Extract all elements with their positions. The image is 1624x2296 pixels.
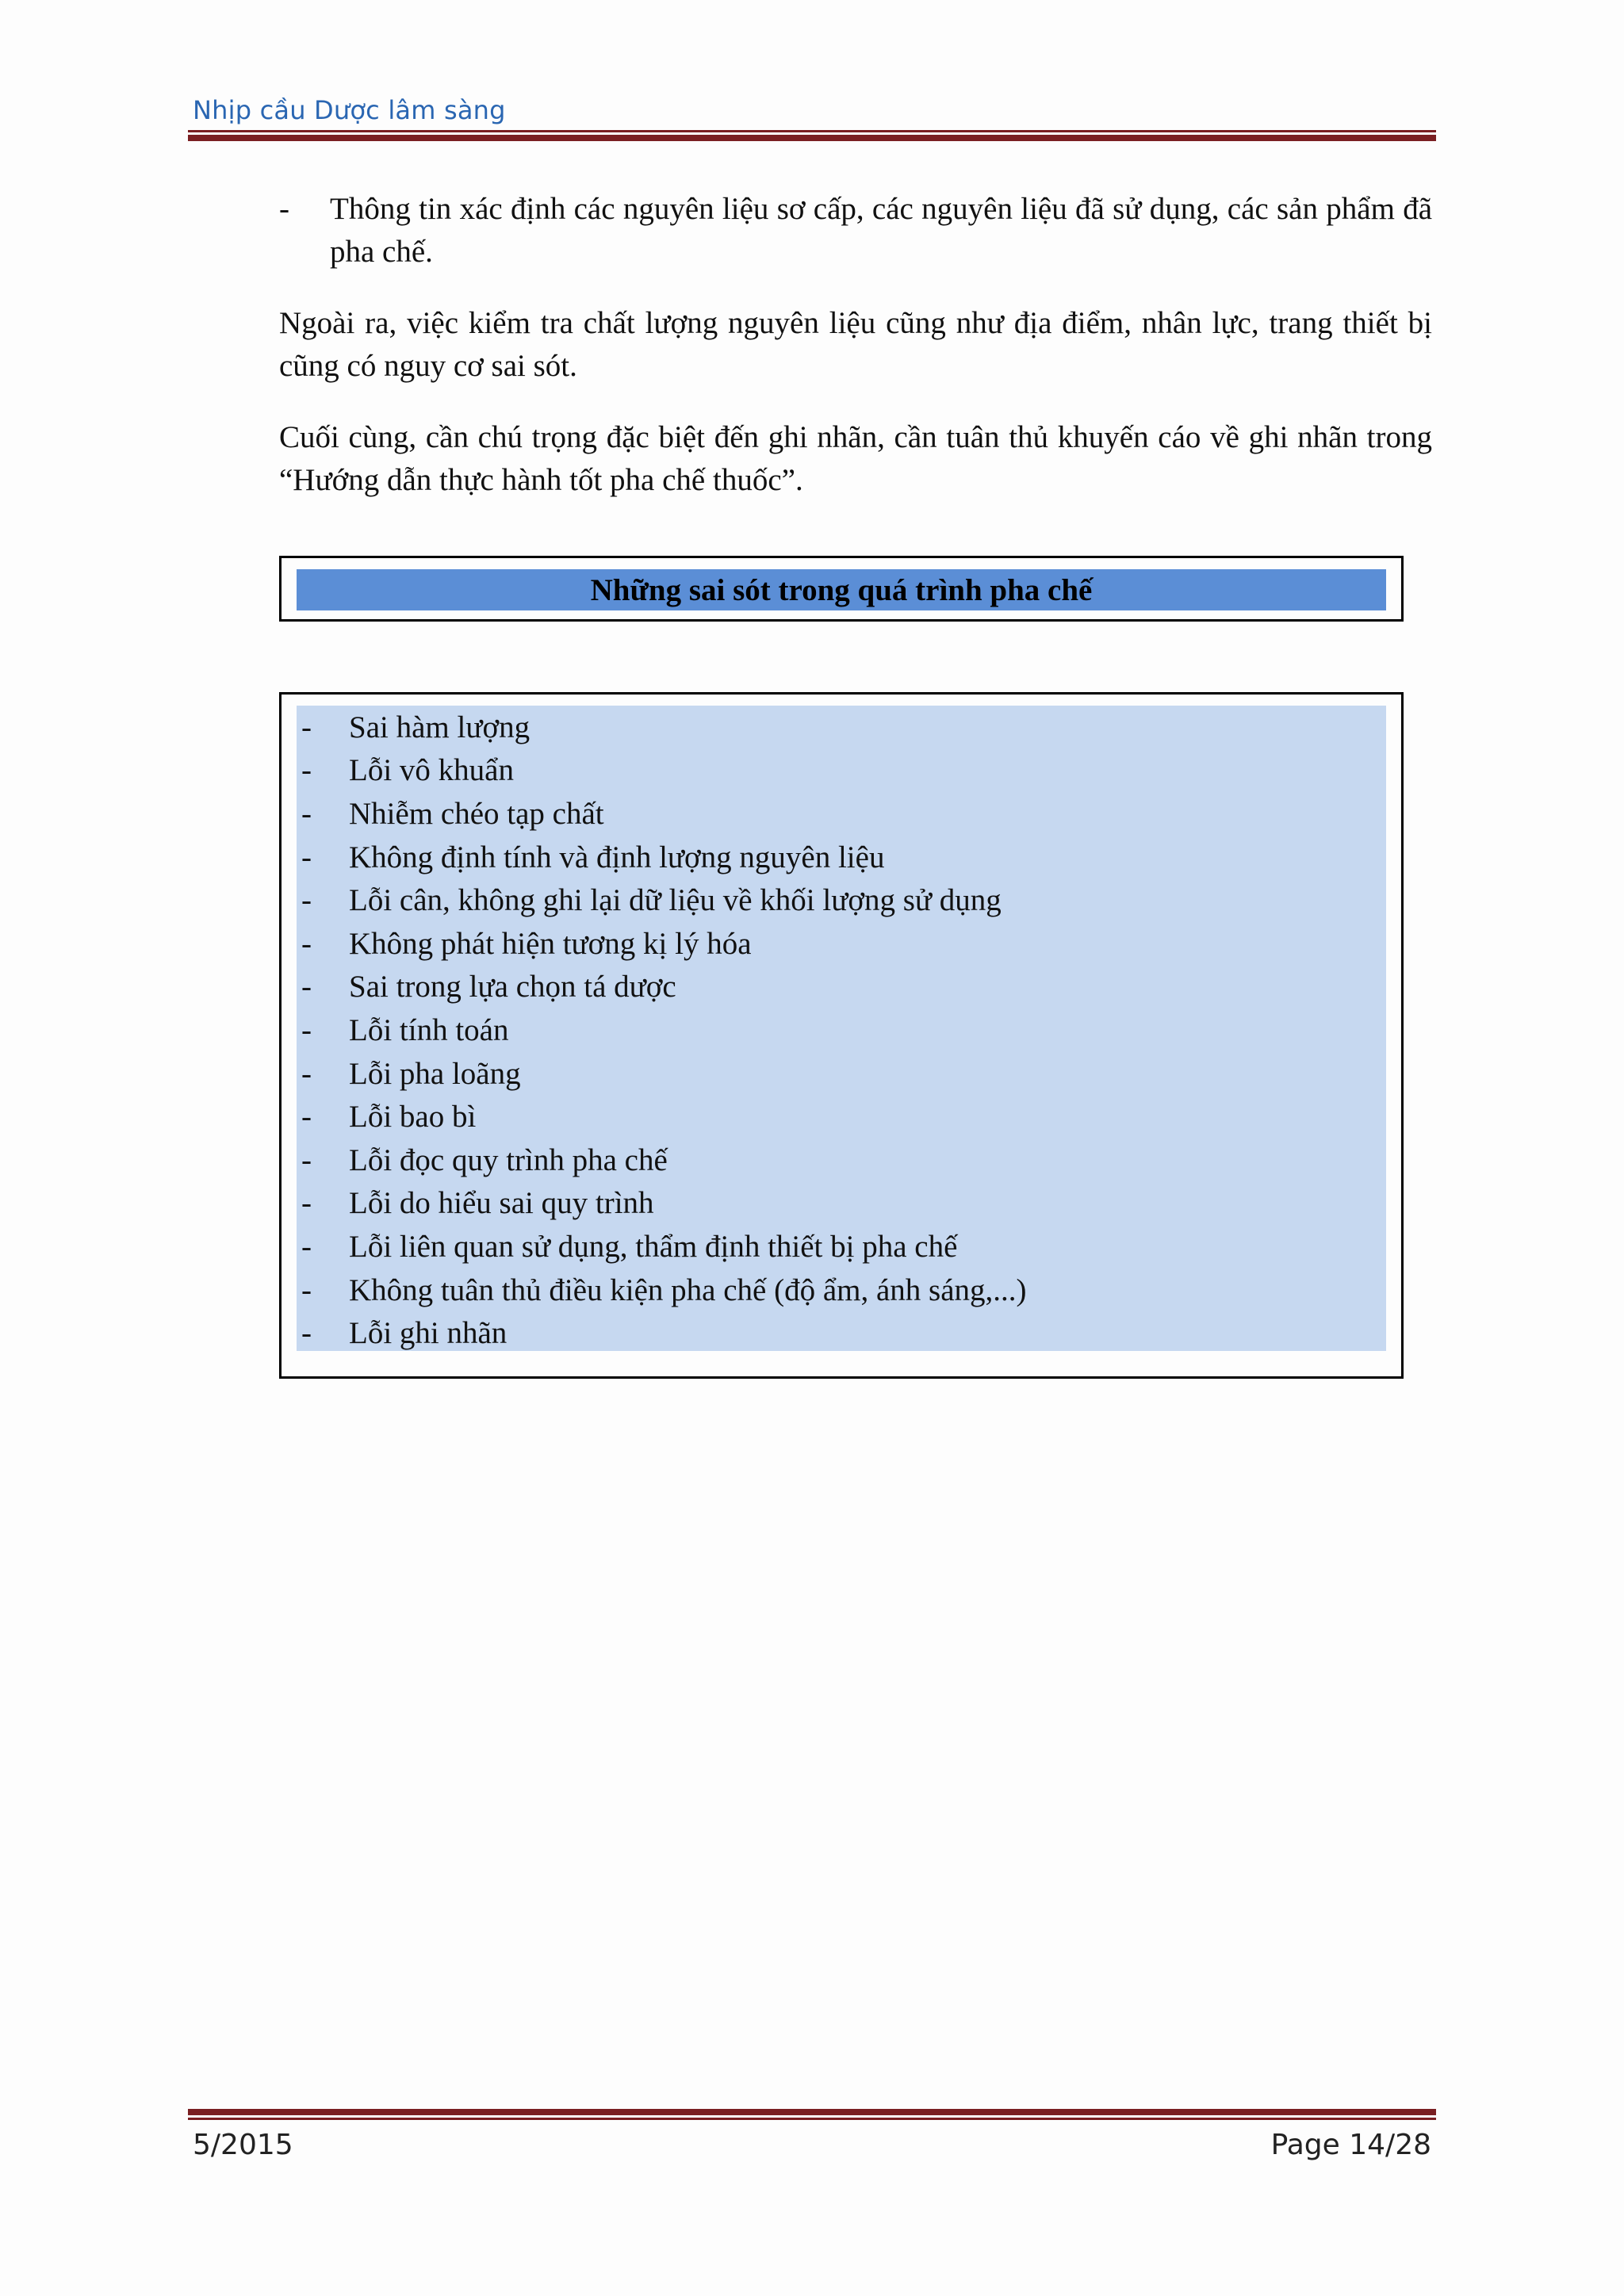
list-dash: - — [301, 796, 312, 831]
footer-date: 5/2015 — [193, 2129, 293, 2161]
list-item — [297, 1138, 1386, 1182]
paragraph-labeling: Cuối cùng, cần chú trọng đặc biệt đến ghi nhãn, cần tuân thủ khuyến cáo về ghi nhãn trong “Hướng dẫn thực hành tốt pha chế thuốc”. — [279, 420, 1432, 497]
error-list-box — [279, 692, 1404, 1379]
list-item — [297, 878, 1386, 922]
bullet-item — [279, 188, 1432, 274]
list-item-text: Nhiễm chéo tạp chất — [349, 796, 604, 831]
list-item — [297, 1052, 1386, 1096]
body-content — [279, 188, 1432, 530]
list-item-text: Lỗi vô khuẩn — [349, 753, 514, 788]
list-item-text: Sai trong lựa chọn tá dược — [349, 970, 676, 1004]
list-dash: - — [301, 926, 312, 961]
list-item — [297, 1008, 1386, 1052]
list-item — [297, 1095, 1386, 1138]
list-item-text: Không tuân thủ điều kiện pha chế (độ ẩm, ánh sáng,...) — [349, 1272, 1027, 1307]
list-item — [297, 706, 1386, 749]
list-item-text: Không phát hiện tương kị lý hóa — [349, 926, 752, 961]
bullet-text: Thông tin xác định các nguyên liệu sơ cấp, các nguyên liệu đã sử dụng, các sản phẩm đã pha chế. — [330, 192, 1432, 269]
list-dash: - — [301, 840, 312, 874]
header-rule-thick — [188, 135, 1436, 141]
list-item-text: Lỗi bao bì — [349, 1100, 477, 1135]
list-dash: - — [301, 1056, 312, 1091]
list-item — [297, 1225, 1386, 1269]
list-dash: - — [301, 1229, 312, 1264]
list-item — [297, 1311, 1386, 1355]
list-item-text: Không định tính và định lượng nguyên liệu — [349, 840, 885, 874]
list-item — [297, 749, 1386, 793]
footer-rule-thin — [188, 2118, 1436, 2120]
paragraph-quality-check: Ngoài ra, việc kiểm tra chất lượng nguyên liệu cũng như địa điểm, nhân lực, trang thiết bị cũng có nguy cơ sai sót. — [279, 306, 1432, 383]
list-dash: - — [301, 1100, 312, 1135]
footer-rule-thick — [188, 2109, 1436, 2115]
error-title: Những sai sót trong quá trình pha chế — [297, 569, 1386, 610]
list-dash: - — [301, 1316, 312, 1351]
list-item — [297, 922, 1386, 966]
list-item — [297, 1182, 1386, 1226]
error-list — [297, 706, 1386, 1351]
list-dash: - — [301, 1012, 312, 1047]
list-item-text: Lỗi cân, không ghi lại dữ liệu về khối lượng sử dụng — [349, 883, 1002, 918]
header-rule-thin — [188, 130, 1436, 132]
list-dash: - — [301, 883, 312, 918]
list-item-text: Lỗi liên quan sử dụng, thẩm định thiết bị pha chế — [349, 1229, 958, 1264]
list-item — [297, 836, 1386, 879]
list-dash: - — [301, 1186, 312, 1221]
list-item-text: Lỗi pha loãng — [349, 1056, 521, 1091]
list-item — [297, 1269, 1386, 1312]
error-title-box — [279, 556, 1404, 622]
list-dash: - — [301, 710, 312, 744]
list-item-text: Lỗi ghi nhãn — [349, 1316, 508, 1351]
list-item-text: Sai hàm lượng — [349, 710, 530, 744]
list-dash: - — [301, 1142, 312, 1177]
page-header-title: Nhịp cầu Dược lâm sàng — [193, 95, 506, 125]
page-number: Page 14/28 — [1270, 2129, 1431, 2161]
list-item — [297, 792, 1386, 836]
list-item — [297, 966, 1386, 1009]
bullet-dash: - — [279, 192, 289, 226]
list-dash: - — [301, 1272, 312, 1307]
list-item-text: Lỗi đọc quy trình pha chế — [349, 1142, 668, 1177]
list-dash: - — [301, 753, 312, 788]
list-item-text: Lỗi tính toán — [349, 1012, 509, 1047]
list-dash: - — [301, 970, 312, 1004]
list-item-text: Lỗi do hiểu sai quy trình — [349, 1186, 654, 1221]
